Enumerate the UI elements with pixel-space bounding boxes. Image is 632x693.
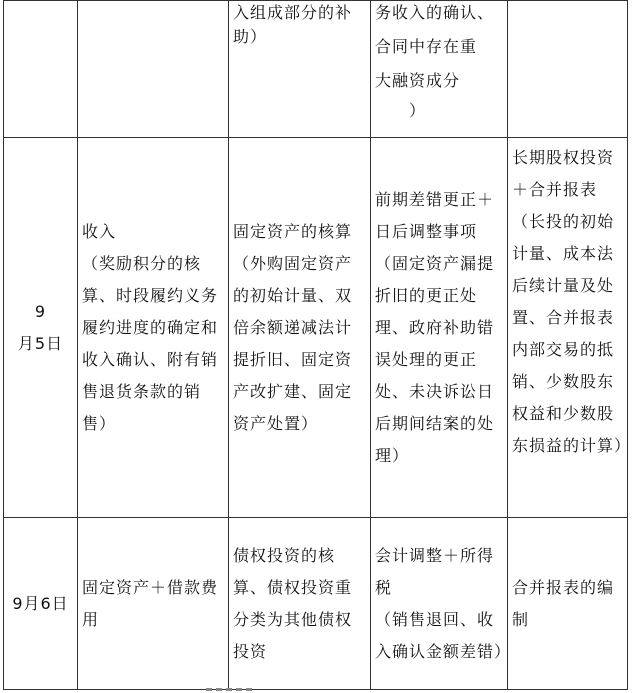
cell-text-line: 合同中存在重: [375, 37, 478, 56]
subject-cell-4: [508, 1, 628, 138]
table-row: [4, 138, 628, 518]
cell-text-line: ）: [409, 101, 427, 120]
subject-cell-1: [78, 1, 229, 138]
cell-text-line: 入组成部分的补: [233, 3, 353, 22]
date-cell: [4, 138, 78, 518]
cell-text-line: 务收入的确认、: [375, 3, 495, 22]
subject-cell-3: [371, 1, 508, 138]
cell-text-line: 大融资成分: [375, 71, 461, 90]
subject-cell-1: 固定资产＋借款费用: [78, 518, 229, 690]
date-day: 9: [34, 301, 47, 321]
subject-cell-4: 合并报表的编制: [508, 518, 628, 690]
subject-detail: （外购固定资产的初始计量、双倍余额递减法计提折旧、固定资产改扩建、固定资产处置）: [233, 253, 353, 433]
subject-title: 收入: [82, 221, 117, 241]
subject-detail: （奖励积分的核算、时段履约义务履约进度的确定和收入确认、附有销售退货条款的销售）: [82, 253, 219, 433]
subject-cell-3: [371, 518, 512, 690]
subject-title: 固定资产的核算: [233, 221, 353, 241]
subject-title: 会计调整＋所得税: [375, 545, 495, 597]
page-break-fragment: [206, 688, 256, 691]
table-row: [4, 518, 628, 690]
subject-detail: （长投的初始计量、成本法后续计量及处置、合并报表内部交易的抵销、少数股东权益和少数股东损益的计算）: [512, 212, 632, 455]
date-cell: [4, 1, 78, 138]
date-cell: 9月6日: [4, 518, 78, 690]
table-row: [4, 1, 628, 138]
subject-cell-4: [508, 138, 632, 518]
subject-cell-2: [229, 1, 371, 138]
cell-text-line: 助）: [233, 27, 268, 46]
study-schedule-table: [3, 0, 632, 690]
subject-detail: （销售退回、收入确认金额差错）: [375, 609, 512, 661]
date-month: 月5日: [17, 333, 64, 353]
subject-detail: （固定资产漏提折旧的更正处理、政府补助错误处理的更正处、未决诉讼日后期间结案的处理）: [375, 253, 495, 465]
subject-cell-2: [229, 138, 371, 518]
subject-title: 长期股权投资＋合并报表: [512, 148, 615, 199]
subject-cell-3: [371, 138, 508, 518]
subject-cell-2: 债权投资的核算、债权投资重分类为其他债权投资: [229, 518, 371, 690]
subject-title: 前期差错更正＋日后调整事项: [375, 189, 495, 241]
subject-cell-1: [78, 138, 229, 518]
